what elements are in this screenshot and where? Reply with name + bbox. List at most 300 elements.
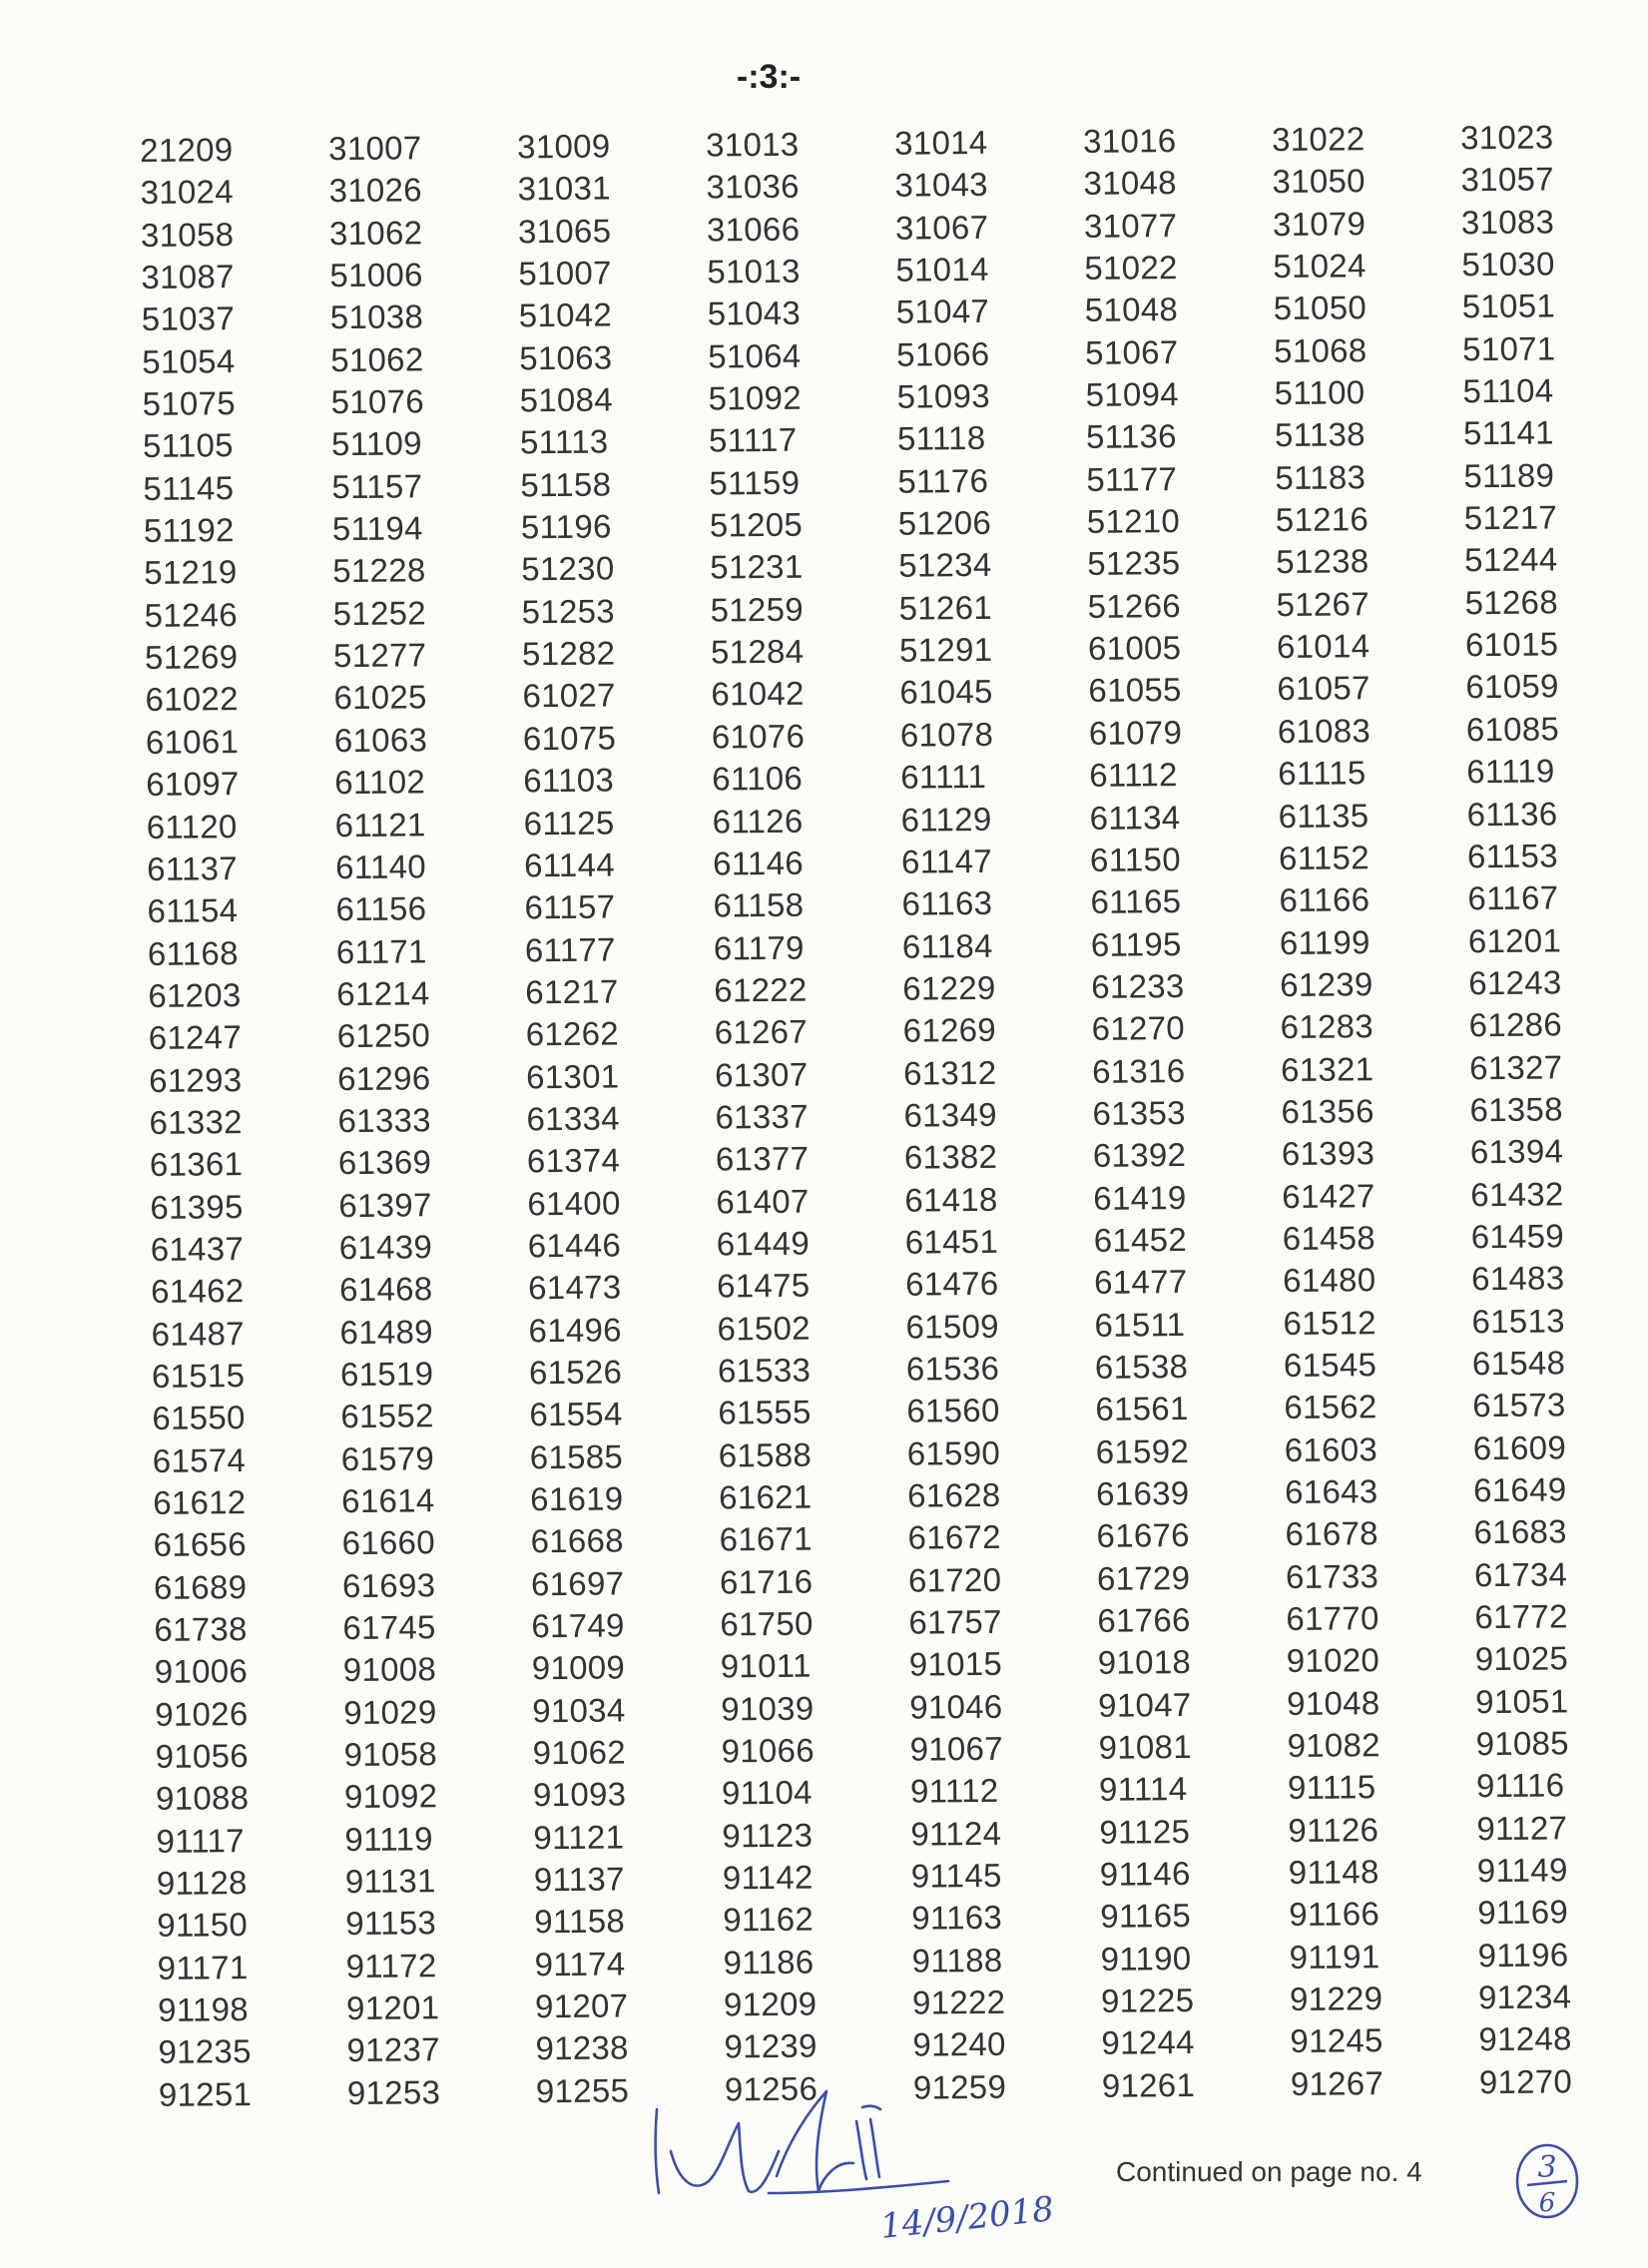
number-cell: 91123 <box>722 1816 814 1855</box>
number-cell: 61545 <box>1283 1346 1377 1385</box>
signature-date: 14/9/2018 <box>878 2188 1056 2248</box>
number-cell: 61439 <box>338 1228 433 1267</box>
number-cell: 61137 <box>146 849 239 887</box>
number-cell: 51068 <box>1273 330 1368 369</box>
number-cell: 91025 <box>1474 1639 1569 1678</box>
number-cell: 91162 <box>723 1901 815 1939</box>
number-cell: 31050 <box>1272 162 1366 201</box>
number-cell: 91163 <box>911 1899 1003 1938</box>
number-cell: 91026 <box>155 1694 249 1733</box>
number-cell: 61432 <box>1470 1174 1564 1213</box>
number-cell: 61078 <box>899 715 994 754</box>
number-cell: 51216 <box>1275 500 1370 539</box>
number-cell: 91261 <box>1101 2065 1196 2104</box>
number-cell: 61136 <box>1466 794 1558 833</box>
number-cell: 91093 <box>532 1775 627 1814</box>
number-cell: 61369 <box>337 1143 432 1182</box>
number-cell: 91188 <box>911 1941 1003 1980</box>
number-cell: 91145 <box>910 1856 1002 1895</box>
number-cell: 61203 <box>148 975 242 1014</box>
number-cell: 51244 <box>1464 540 1558 579</box>
number-cell: 51109 <box>330 424 423 463</box>
number-cell: 91245 <box>1290 2021 1383 2060</box>
number-cell: 61745 <box>342 1608 436 1647</box>
number-cell: 91062 <box>532 1733 627 1772</box>
number-cell: 61222 <box>714 970 808 1009</box>
number-cell: 61533 <box>717 1351 812 1390</box>
number-cell: 51282 <box>521 634 616 673</box>
number-cell: 61512 <box>1283 1303 1376 1342</box>
number-cell: 51024 <box>1273 247 1367 285</box>
number-cell: 31065 <box>517 212 612 251</box>
number-cell: 61738 <box>154 1610 248 1648</box>
number-cell: 51261 <box>898 588 993 627</box>
number-cell: 61749 <box>531 1606 625 1645</box>
number-cell: 91166 <box>1289 1895 1380 1934</box>
number-cell: 61437 <box>150 1229 245 1268</box>
number-cell: 61361 <box>149 1145 244 1184</box>
number-cell: 61697 <box>530 1564 625 1602</box>
number-cell: 91172 <box>345 1947 437 1984</box>
number-cell: 51062 <box>330 339 424 378</box>
number-cell: 51235 <box>1087 544 1181 583</box>
number-cell: 61356 <box>1281 1092 1374 1130</box>
number-cell: 61177 <box>524 929 616 968</box>
number-cell: 91034 <box>532 1691 626 1730</box>
number-cell: 51093 <box>896 376 991 415</box>
number-cell: 51100 <box>1274 373 1366 412</box>
number-cell: 61106 <box>712 759 804 798</box>
number-cell: 31083 <box>1460 203 1555 241</box>
number-grid <box>140 117 1573 2117</box>
number-cell: 61125 <box>523 803 615 842</box>
number-cell: 61312 <box>902 1053 997 1092</box>
number-cell: 51007 <box>518 254 612 292</box>
number-cell: 51084 <box>519 380 614 419</box>
number-cell: 61590 <box>906 1433 1001 1472</box>
number-cell: 61103 <box>523 761 615 800</box>
number-cell: 51183 <box>1275 457 1367 496</box>
number-cell: 61283 <box>1280 1007 1374 1046</box>
number-cell: 31079 <box>1272 204 1367 243</box>
number-cell: 61683 <box>1473 1512 1567 1551</box>
number-cell: 61475 <box>716 1266 811 1305</box>
number-cell: 51042 <box>518 295 613 334</box>
number-cell: 61394 <box>1469 1132 1564 1171</box>
number-cell: 31024 <box>140 173 235 212</box>
number-cell: 91235 <box>158 2032 252 2071</box>
number-cell: 61267 <box>714 1012 809 1051</box>
number-cell: 31013 <box>705 125 800 164</box>
number-cell: 51253 <box>521 592 616 631</box>
number-cell: 61214 <box>336 974 430 1013</box>
number-cell: 51231 <box>710 548 804 586</box>
number-cell: 61158 <box>713 885 805 924</box>
number-cell: 61397 <box>338 1185 432 1224</box>
number-cell: 61353 <box>1092 1093 1186 1132</box>
number-cell: 61042 <box>711 675 805 713</box>
number-cell: 61480 <box>1282 1261 1376 1300</box>
number-cell: 91225 <box>1100 1982 1195 2019</box>
number-cell: 61588 <box>718 1435 813 1474</box>
number-cell: 61628 <box>906 1475 1001 1514</box>
number-cell: 61574 <box>152 1440 247 1479</box>
number-cell: 91029 <box>343 1692 437 1731</box>
number-cell: 51234 <box>898 546 992 585</box>
number-cell: 61119 <box>1466 752 1555 791</box>
number-cell: 91117 <box>156 1821 246 1860</box>
number-cell: 61121 <box>334 805 426 844</box>
number-cell: 51159 <box>709 463 801 502</box>
number-cell: 91234 <box>1477 1978 1572 2016</box>
number-cell: 51252 <box>332 594 427 632</box>
number-cell: 51228 <box>332 551 426 590</box>
number-cell: 51054 <box>142 341 236 380</box>
number-cell: 51075 <box>142 384 237 423</box>
number-cell: 51067 <box>1085 332 1179 371</box>
page-fraction-denominator: 6 <box>1538 2188 1556 2218</box>
number-cell: 51189 <box>1463 456 1555 495</box>
number-cell: 61496 <box>528 1311 622 1349</box>
number-cell: 61515 <box>151 1357 246 1395</box>
number-cell: 61112 <box>1089 756 1178 795</box>
number-cell: 51047 <box>895 292 990 331</box>
number-cell: 91255 <box>535 2071 630 2110</box>
number-cell: 61168 <box>147 933 239 972</box>
number-cell: 61349 <box>903 1095 997 1134</box>
number-cell: 51176 <box>897 461 989 500</box>
number-cell: 61400 <box>527 1184 621 1222</box>
number-cell: 61656 <box>153 1525 248 1564</box>
number-cell: 61473 <box>527 1268 622 1307</box>
number-cell: 91066 <box>721 1731 816 1770</box>
number-cell: 61134 <box>1089 798 1181 837</box>
number-cell: 61199 <box>1279 922 1371 961</box>
number-cell: 61321 <box>1280 1049 1374 1088</box>
number-cell: 91119 <box>344 1820 433 1858</box>
number-cell: 61229 <box>902 968 996 1007</box>
number-cell: 91237 <box>346 2030 440 2069</box>
number-cell: 61120 <box>146 807 238 846</box>
number-cell: 61156 <box>335 889 427 928</box>
number-cell: 51177 <box>1086 459 1178 498</box>
number-cell: 91124 <box>910 1814 1002 1853</box>
number-cell: 51071 <box>1461 329 1556 368</box>
number-cell: 31036 <box>706 168 801 206</box>
number-cell: 51217 <box>1463 498 1558 537</box>
number-cell: 61509 <box>905 1307 999 1346</box>
number-cell: 51267 <box>1276 584 1371 623</box>
number-cell: 61671 <box>719 1519 814 1558</box>
number-cell: 61334 <box>526 1099 620 1138</box>
number-cell: 61163 <box>901 884 993 922</box>
number-cell: 91051 <box>1474 1682 1569 1720</box>
number-cell: 31022 <box>1271 120 1366 159</box>
number-cell: 91020 <box>1286 1641 1380 1680</box>
number-cell: 61538 <box>1094 1347 1189 1386</box>
number-cell: 61150 <box>1089 840 1182 878</box>
number-cell: 61201 <box>1467 920 1562 959</box>
number-cell: 51022 <box>1084 249 1178 286</box>
number-cell: 61639 <box>1095 1473 1190 1512</box>
number-cell: 91018 <box>1097 1643 1192 1682</box>
number-cell: 51048 <box>1084 290 1179 329</box>
number-cell: 61660 <box>341 1523 436 1562</box>
number-cell: 61126 <box>712 802 804 841</box>
number-cell: 91198 <box>157 1990 250 2029</box>
number-cell: 61483 <box>1470 1259 1565 1298</box>
number-cell: 61418 <box>904 1180 998 1219</box>
number-cell: 91270 <box>1478 2062 1573 2101</box>
number-cell: 61250 <box>336 1016 431 1055</box>
number-cell: 61451 <box>904 1222 999 1261</box>
number-cell: 61286 <box>1468 1005 1563 1044</box>
number-cell: 21209 <box>140 131 234 169</box>
number-cell: 61262 <box>525 1014 620 1053</box>
number-cell: 91127 <box>1476 1809 1568 1847</box>
number-cell: 61195 <box>1090 924 1182 963</box>
number-cell: 51043 <box>707 294 802 332</box>
number-cell: 51051 <box>1461 286 1556 325</box>
number-cell: 51269 <box>144 638 239 677</box>
number-cell: 91126 <box>1288 1810 1379 1849</box>
number-cell: 91239 <box>724 2027 818 2065</box>
page-number: -:3:- <box>736 58 802 96</box>
number-cell: 61167 <box>1467 878 1559 917</box>
number-cell: 51113 <box>519 422 609 461</box>
number-cell: 61585 <box>529 1437 624 1475</box>
number-cell: 91058 <box>343 1735 438 1774</box>
number-cell: 61552 <box>340 1397 434 1435</box>
number-cell: 51117 <box>708 421 798 459</box>
number-cell: 61307 <box>714 1055 809 1094</box>
number-cell: 61165 <box>1090 882 1182 921</box>
number-cell: 61772 <box>1474 1597 1568 1636</box>
number-cell: 91131 <box>344 1862 436 1901</box>
number-cell: 61392 <box>1092 1136 1187 1175</box>
number-cell: 91116 <box>1475 1766 1565 1805</box>
number-cell: 51230 <box>521 549 615 588</box>
number-cell: 31007 <box>328 129 422 168</box>
number-cell: 51157 <box>331 467 423 505</box>
number-cell: 51205 <box>709 505 804 544</box>
number-cell: 61079 <box>1088 713 1183 752</box>
page-fraction-mark <box>1507 2141 1587 2221</box>
number-cell: 31043 <box>894 166 989 205</box>
number-cell: 31048 <box>1083 164 1177 203</box>
number-cell: 61166 <box>1279 880 1371 919</box>
number-cell: 61102 <box>334 763 426 802</box>
number-cell: 91006 <box>154 1652 249 1691</box>
number-cell: 51006 <box>329 256 423 294</box>
number-cell: 61427 <box>1282 1176 1375 1215</box>
number-cell: 91137 <box>533 1860 625 1899</box>
number-cell: 91128 <box>156 1864 248 1903</box>
number-cell: 61592 <box>1095 1431 1190 1470</box>
number-cell: 61217 <box>525 972 619 1011</box>
number-cell: 61502 <box>717 1309 811 1348</box>
number-cell: 91121 <box>533 1818 625 1857</box>
number-cell: 31023 <box>1459 118 1554 157</box>
number-cell: 31067 <box>894 208 989 247</box>
number-cell: 61407 <box>716 1182 810 1221</box>
number-cell: 61015 <box>1464 625 1559 664</box>
number-cell: 91115 <box>1287 1768 1376 1807</box>
number-cell: 61135 <box>1278 796 1370 835</box>
number-cell: 61129 <box>900 800 992 839</box>
number-cell: 61720 <box>907 1560 1002 1599</box>
number-cell: 31016 <box>1082 122 1177 160</box>
number-cell: 91169 <box>1477 1893 1569 1932</box>
number-cell: 61766 <box>1097 1600 1191 1639</box>
number-cell: 61555 <box>718 1393 812 1431</box>
number-cell: 61147 <box>900 842 993 880</box>
number-cell: 51266 <box>1087 586 1182 625</box>
number-cell: 61603 <box>1284 1429 1378 1468</box>
number-cell: 91251 <box>158 2074 253 2113</box>
number-cell: 51268 <box>1464 583 1559 622</box>
number-cell: 31057 <box>1460 160 1554 199</box>
number-cell: 91114 <box>1098 1770 1188 1809</box>
number-cell: 61055 <box>1088 671 1182 710</box>
number-cell: 91238 <box>535 2028 629 2067</box>
number-cell: 91267 <box>1290 2063 1384 2102</box>
number-cell: 51136 <box>1085 417 1177 456</box>
number-cell: 51092 <box>708 378 803 417</box>
number-cell: 31062 <box>328 213 423 252</box>
number-cell: 91046 <box>909 1687 1003 1726</box>
number-cell: 61374 <box>526 1141 621 1180</box>
number-cell: 61061 <box>145 722 240 761</box>
number-cell: 31014 <box>893 123 988 162</box>
number-cell: 51064 <box>708 336 802 375</box>
continued-note: Continued on page no. 4 <box>1116 2156 1422 2187</box>
number-cell: 91008 <box>342 1650 437 1689</box>
number-cell: 31058 <box>140 215 235 254</box>
number-cell: 61076 <box>711 717 806 756</box>
number-cell: 51038 <box>329 297 424 336</box>
number-cell: 51104 <box>1462 371 1554 410</box>
number-cell: 31026 <box>328 171 423 210</box>
number-cell: 91149 <box>1476 1851 1568 1890</box>
number-cell: 61562 <box>1284 1388 1377 1426</box>
number-cell: 31031 <box>517 169 612 208</box>
number-cell: 51284 <box>710 632 805 671</box>
number-cell: 91112 <box>909 1772 999 1811</box>
number-cell: 91081 <box>1098 1728 1193 1766</box>
number-cell: 61487 <box>151 1314 246 1353</box>
number-cell: 91148 <box>1288 1853 1379 1892</box>
number-cell: 61393 <box>1281 1134 1375 1173</box>
number-cell: 91085 <box>1475 1724 1570 1763</box>
number-cell: 91088 <box>155 1779 250 1818</box>
number-cell: 51277 <box>332 636 427 675</box>
number-cell: 51196 <box>520 507 612 546</box>
signature <box>649 2081 1068 2251</box>
number-cell: 61733 <box>1285 1556 1379 1595</box>
number-cell: 91153 <box>345 1904 437 1943</box>
number-cell: 91039 <box>721 1689 815 1728</box>
number-cell: 61014 <box>1276 627 1371 666</box>
number-cell: 61097 <box>146 765 240 804</box>
number-cell: 31077 <box>1083 206 1178 245</box>
number-cell: 61247 <box>148 1018 243 1057</box>
number-cell: 91142 <box>722 1858 814 1897</box>
number-cell: 61146 <box>712 844 805 882</box>
number-cell: 91207 <box>534 1986 629 2025</box>
number-cell: 61689 <box>153 1567 248 1606</box>
number-cell: 51158 <box>520 465 612 504</box>
number-cell: 61233 <box>1091 966 1185 1005</box>
number-cell: 61678 <box>1285 1514 1378 1553</box>
number-cell: 61075 <box>522 719 617 758</box>
number-cell: 61111 <box>900 758 987 796</box>
number-cell: 61022 <box>145 680 239 719</box>
number-cell: 91174 <box>534 1945 626 1984</box>
number-cell: 61676 <box>1096 1516 1191 1555</box>
number-cell: 61734 <box>1473 1555 1568 1593</box>
number-cell: 61083 <box>1277 712 1372 750</box>
number-cell: 51138 <box>1274 415 1366 454</box>
number-cell: 91150 <box>157 1906 249 1945</box>
number-cell: 61358 <box>1469 1090 1563 1129</box>
number-cell: 61573 <box>1472 1386 1566 1424</box>
number-cell: 51238 <box>1276 542 1370 581</box>
number-cell: 91056 <box>155 1737 250 1775</box>
number-cell: 61005 <box>1087 629 1182 668</box>
number-cell: 51246 <box>144 595 239 634</box>
number-cell: 51145 <box>143 468 235 507</box>
number-cell: 61716 <box>719 1562 814 1601</box>
number-cell: 61446 <box>527 1226 622 1265</box>
number-cell: 51063 <box>519 338 613 377</box>
number-cell: 51291 <box>898 630 993 669</box>
number-cell: 51105 <box>142 426 235 465</box>
number-cell: 91256 <box>724 2069 819 2108</box>
number-cell: 51206 <box>897 503 992 542</box>
number-cell: 91125 <box>1099 1812 1191 1851</box>
number-cell: 91248 <box>1478 2019 1572 2058</box>
number-cell: 91092 <box>343 1777 438 1816</box>
number-cell: 61489 <box>339 1312 434 1351</box>
number-cell: 91209 <box>723 1984 818 2023</box>
number-cell: 91082 <box>1287 1726 1381 1765</box>
number-cell: 91259 <box>912 2067 1007 2106</box>
number-cell: 61643 <box>1284 1472 1378 1511</box>
number-cell: 61511 <box>1094 1305 1186 1344</box>
number-cell: 61025 <box>333 678 427 717</box>
number-cell: 61270 <box>1091 1009 1186 1048</box>
number-cell: 61693 <box>341 1565 436 1604</box>
number-cell: 61301 <box>525 1056 620 1095</box>
number-cell: 61269 <box>902 1011 997 1049</box>
number-cell: 61243 <box>1468 963 1562 1002</box>
number-cell: 61337 <box>715 1097 809 1136</box>
number-cell: 61609 <box>1472 1428 1567 1466</box>
number-cell: 61462 <box>150 1272 245 1311</box>
number-cell: 61561 <box>1095 1390 1189 1428</box>
number-cell: 61395 <box>150 1187 244 1226</box>
number-cell: 51030 <box>1461 245 1555 284</box>
number-cell: 91158 <box>534 1902 626 1941</box>
number-cell: 91104 <box>721 1774 814 1812</box>
number-cell: 61333 <box>337 1101 431 1140</box>
number-cell: 51259 <box>710 590 805 629</box>
number-cell: 91146 <box>1099 1855 1191 1893</box>
page-fraction-numerator: 3 <box>1537 2150 1557 2185</box>
number-cell: 61459 <box>1470 1217 1565 1256</box>
number-cell: 51192 <box>143 511 235 550</box>
